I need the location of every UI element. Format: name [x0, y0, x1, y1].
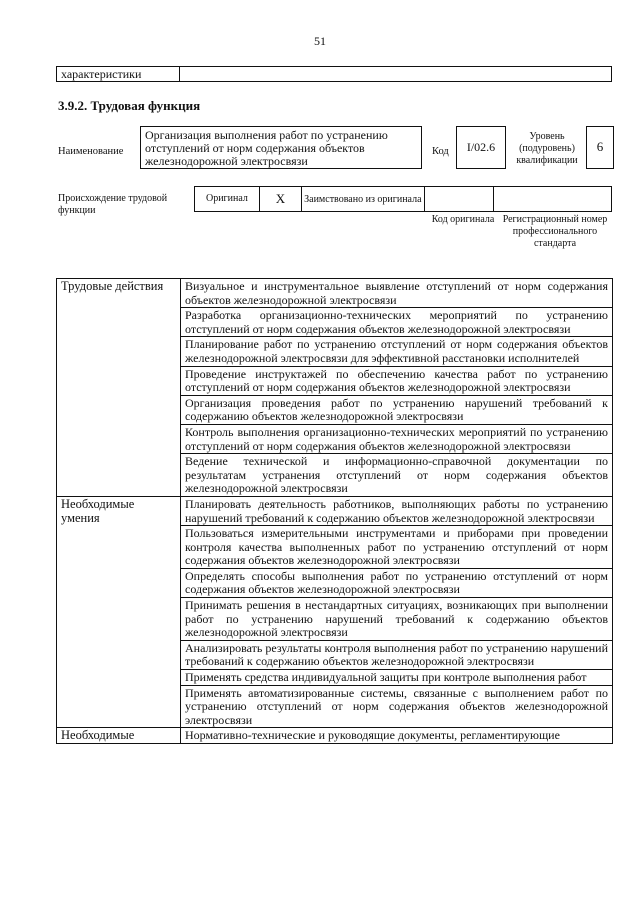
list-item: Ведение технической и информационно-справочной документации по результатам устранения отступлений от норм содержания объектов железнодорожной электросвязи: [181, 454, 613, 497]
list-item: Применять автоматизированные системы, связанные с выполнением работ по устранению отступлений от норм содержания объектов железнодорожной электросвязи: [181, 685, 613, 728]
borrowed-label-cell: Заимствовано из оригинала: [302, 187, 425, 212]
list-item: Пользоваться измерительными инструментами и приборами при проведении контроля качества выполненных работ по устранению отступлений от норм содержания объектов железнодорожной электросвязи: [181, 526, 613, 569]
origin-table: [194, 186, 612, 212]
function-details-table: [56, 278, 613, 744]
original-code-cell: [424, 187, 493, 212]
section-title: 3.9.2. Трудовая функция: [58, 98, 201, 113]
table-row: [57, 728, 613, 744]
qualification-level-box: 6: [586, 126, 614, 169]
list-item: Планирование работ по устранению отступлений от норм содержания объектов железнодорожной электросвязи для эффективной расстановки исполнителей: [181, 337, 613, 366]
section-heading: Необходимые умения: [57, 496, 181, 728]
characteristics-row: [56, 66, 612, 82]
name-label: Наименование: [58, 146, 124, 157]
list-item: Проведение инструктажей по обеспечению качества работ по устранению отступлений от норм содержания объектов железнодорожной электросвязи: [181, 366, 613, 395]
function-name-box: Организация выполнения работ по устранению отступлений от норм содержания объектов железнодорожной электросвязи: [140, 126, 422, 169]
section-heading: Трудовые действия: [57, 279, 181, 497]
table-row: [57, 496, 613, 525]
code-label: Код: [432, 146, 449, 157]
origin-label: Происхождение трудовой функции: [58, 193, 168, 216]
list-item: Анализировать результаты контроля выполнения работ по устранению нарушений требований к содержанию объектов железнодорожной электросвязи: [181, 640, 613, 669]
list-item: Контроль выполнения организационно-технических мероприятий по устранению отступлений от норм содержания объектов железнодорожной электросвязи: [181, 424, 613, 453]
list-item: Определять способы выполнения работ по устранению отступлений от норм содержания объектов железнодорожной электросвязи: [181, 568, 613, 597]
level-label: Уровень (подуровень) квалификации: [516, 131, 578, 166]
code-caption: Код оригинала: [431, 214, 495, 225]
list-item: Разработка организационно-технических мероприятий по устранению отступлений от норм содержания объектов железнодорожной электросвязи: [181, 308, 613, 337]
page-number: 51: [314, 34, 326, 48]
reg-caption: Регистрационный номер профессионального стандарта: [502, 214, 608, 249]
original-label-cell: Оригинал: [195, 187, 260, 212]
function-code-box: I/02.6: [456, 126, 506, 169]
row-divider: [179, 67, 180, 81]
list-item: Применять средства индивидуальной защиты при контроле выполнения работ: [181, 670, 613, 686]
characteristics-label: характеристики: [61, 67, 142, 81]
list-item: Организация проведения работ по устранению нарушений требований к содержанию объектов железнодорожной электросвязи: [181, 395, 613, 424]
section-heading: Необходимые: [57, 728, 181, 744]
original-mark-cell: X: [259, 187, 301, 212]
list-item: Принимать решения в нестандартных ситуациях, возникающих при выполнении работ по устранению нарушений требований к содержанию объектов железнодорожной электросвязи: [181, 598, 613, 641]
list-item: Планировать деятельность работников, выполняющих работы по устранению нарушений требований к содержанию объектов железнодорожной электросвязи: [181, 496, 613, 525]
reg-number-cell: [493, 187, 611, 212]
table-row: [57, 279, 613, 308]
list-item: Визуальное и инструментальное выявление отступлений от норм содержания объектов железнодорожной электросвязи: [181, 279, 613, 308]
list-item: Нормативно-технические и руководящие документы, регламентирующие: [181, 728, 613, 744]
